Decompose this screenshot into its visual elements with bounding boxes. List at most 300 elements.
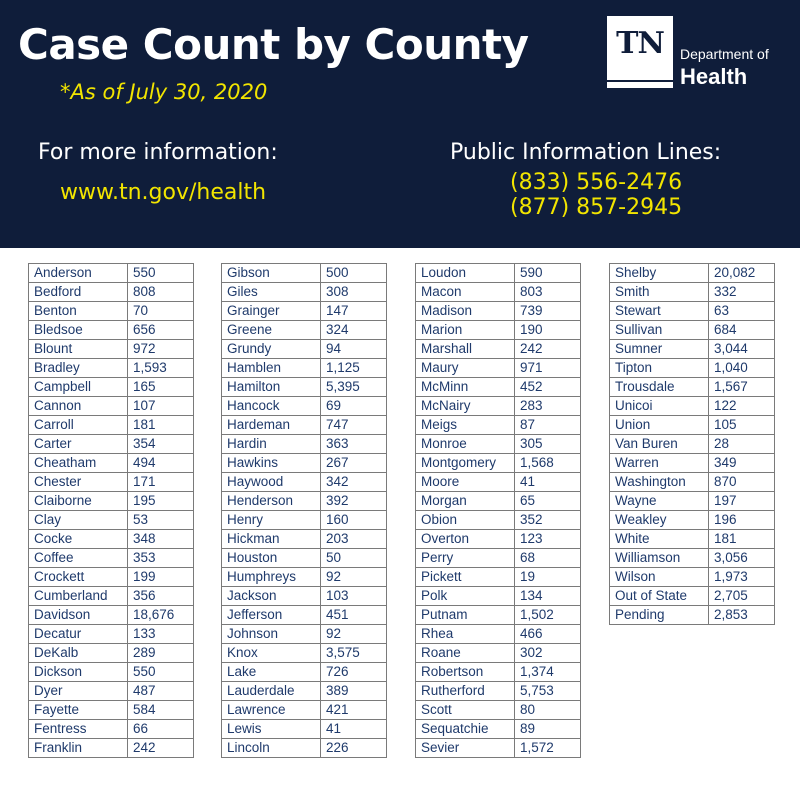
county-name: Decatur — [29, 625, 128, 644]
table-row — [416, 663, 581, 682]
case-count: 305 — [515, 435, 581, 454]
table-row — [610, 340, 775, 359]
county-name: Van Buren — [610, 435, 709, 454]
county-name: Lauderdale — [222, 682, 321, 701]
table-row — [29, 663, 194, 682]
table-row — [29, 302, 194, 321]
case-count: 242 — [515, 340, 581, 359]
case-count: 972 — [128, 340, 194, 359]
county-name: Williamson — [610, 549, 709, 568]
case-count: 3,044 — [709, 340, 775, 359]
table-row — [222, 492, 387, 511]
table-row — [222, 283, 387, 302]
table-row — [222, 321, 387, 340]
table-row — [416, 378, 581, 397]
county-name: Robertson — [416, 663, 515, 682]
case-count: 494 — [128, 454, 194, 473]
case-count: 352 — [515, 511, 581, 530]
case-count: 68 — [515, 549, 581, 568]
county-name: McMinn — [416, 378, 515, 397]
county-name: Coffee — [29, 549, 128, 568]
table-row — [610, 568, 775, 587]
info-label: For more information: — [38, 140, 278, 165]
case-count: 1,125 — [321, 359, 387, 378]
county-name: Giles — [222, 283, 321, 302]
table-row — [416, 321, 581, 340]
case-count: 28 — [709, 435, 775, 454]
case-count: 80 — [515, 701, 581, 720]
table-row — [416, 530, 581, 549]
case-count: 267 — [321, 454, 387, 473]
table-row — [222, 644, 387, 663]
case-count: 808 — [128, 283, 194, 302]
table-row — [222, 473, 387, 492]
county-name: Marshall — [416, 340, 515, 359]
case-count: 2,853 — [709, 606, 775, 625]
case-count: 94 — [321, 340, 387, 359]
table-row — [29, 568, 194, 587]
info-lines-label: Public Information Lines: — [450, 140, 722, 165]
county-name: Weakley — [610, 511, 709, 530]
case-count: 308 — [321, 283, 387, 302]
case-count: 65 — [515, 492, 581, 511]
table-row — [610, 511, 775, 530]
case-count: 971 — [515, 359, 581, 378]
case-count: 160 — [321, 511, 387, 530]
table-row — [416, 625, 581, 644]
table-row — [416, 340, 581, 359]
table-row — [610, 606, 775, 625]
case-count: 500 — [321, 264, 387, 283]
table-row — [610, 473, 775, 492]
county-name: Union — [610, 416, 709, 435]
case-count: 550 — [128, 663, 194, 682]
table-row — [29, 587, 194, 606]
case-count: 197 — [709, 492, 775, 511]
county-name: Perry — [416, 549, 515, 568]
case-count: 1,973 — [709, 568, 775, 587]
county-name: Hawkins — [222, 454, 321, 473]
table-row — [416, 720, 581, 739]
table-row — [416, 454, 581, 473]
table-row — [222, 663, 387, 682]
county-name: Sumner — [610, 340, 709, 359]
county-name: Hardin — [222, 435, 321, 454]
case-count: 726 — [321, 663, 387, 682]
table-row — [222, 720, 387, 739]
county-name: Johnson — [222, 625, 321, 644]
table-row — [222, 511, 387, 530]
case-count: 226 — [321, 739, 387, 758]
table-row — [29, 435, 194, 454]
county-name: Overton — [416, 530, 515, 549]
county-name: Henderson — [222, 492, 321, 511]
table-row — [610, 397, 775, 416]
table-row — [610, 435, 775, 454]
county-name: Franklin — [29, 739, 128, 758]
case-count: 354 — [128, 435, 194, 454]
table-row — [29, 454, 194, 473]
table-row — [222, 340, 387, 359]
county-name: Washington — [610, 473, 709, 492]
county-name: Lewis — [222, 720, 321, 739]
county-name: Benton — [29, 302, 128, 321]
county-name: Campbell — [29, 378, 128, 397]
table-row — [416, 606, 581, 625]
table-row — [416, 511, 581, 530]
table-row — [222, 701, 387, 720]
county-table-4 — [609, 263, 775, 625]
case-count: 1,572 — [515, 739, 581, 758]
case-count: 134 — [515, 587, 581, 606]
case-count: 803 — [515, 283, 581, 302]
table-row — [29, 283, 194, 302]
case-count: 87 — [515, 416, 581, 435]
case-count: 147 — [321, 302, 387, 321]
county-name: Houston — [222, 549, 321, 568]
case-count: 1,374 — [515, 663, 581, 682]
case-count: 1,502 — [515, 606, 581, 625]
table-row — [29, 473, 194, 492]
county-name: Humphreys — [222, 568, 321, 587]
county-name: Henry — [222, 511, 321, 530]
table-row — [29, 606, 194, 625]
county-name: Crockett — [29, 568, 128, 587]
table-row — [416, 435, 581, 454]
case-count: 747 — [321, 416, 387, 435]
header-banner — [0, 0, 800, 248]
table-row — [416, 701, 581, 720]
county-name: Sevier — [416, 739, 515, 758]
county-name: Stewart — [610, 302, 709, 321]
table-row — [416, 492, 581, 511]
table-row — [222, 682, 387, 701]
table-row — [29, 644, 194, 663]
case-count: 133 — [128, 625, 194, 644]
county-name: Pickett — [416, 568, 515, 587]
county-name: Meigs — [416, 416, 515, 435]
table-row — [222, 454, 387, 473]
case-count: 190 — [515, 321, 581, 340]
county-name: Morgan — [416, 492, 515, 511]
table-row — [416, 549, 581, 568]
county-name: Lawrence — [222, 701, 321, 720]
case-count: 50 — [321, 549, 387, 568]
county-name: Hamblen — [222, 359, 321, 378]
phone-number[interactable]: (833) 556-2476 — [510, 170, 683, 195]
table-row — [416, 283, 581, 302]
table-row — [416, 264, 581, 283]
table-row — [416, 302, 581, 321]
case-count: 684 — [709, 321, 775, 340]
table-row — [29, 701, 194, 720]
case-count: 3,575 — [321, 644, 387, 663]
case-count: 181 — [709, 530, 775, 549]
county-name: Hancock — [222, 397, 321, 416]
county-name: Haywood — [222, 473, 321, 492]
county-name: Cannon — [29, 397, 128, 416]
county-name: Wilson — [610, 568, 709, 587]
case-count: 92 — [321, 568, 387, 587]
case-count: 242 — [128, 739, 194, 758]
table-row — [29, 321, 194, 340]
case-count: 69 — [321, 397, 387, 416]
case-count: 181 — [128, 416, 194, 435]
table-row — [222, 587, 387, 606]
county-name: Polk — [416, 587, 515, 606]
case-count: 2,705 — [709, 587, 775, 606]
table-row — [610, 321, 775, 340]
table-row — [416, 682, 581, 701]
case-count: 451 — [321, 606, 387, 625]
table-row — [29, 340, 194, 359]
case-count: 452 — [515, 378, 581, 397]
county-name: Lincoln — [222, 739, 321, 758]
county-name: White — [610, 530, 709, 549]
case-count: 5,395 — [321, 378, 387, 397]
county-name: Jefferson — [222, 606, 321, 625]
table-row — [222, 359, 387, 378]
case-count: 165 — [128, 378, 194, 397]
case-count: 199 — [128, 568, 194, 587]
county-name: Sequatchie — [416, 720, 515, 739]
county-name: Rutherford — [416, 682, 515, 701]
county-name: Out of State — [610, 587, 709, 606]
county-name: Smith — [610, 283, 709, 302]
county-name: Montgomery — [416, 454, 515, 473]
case-count: 41 — [321, 720, 387, 739]
table-row — [222, 625, 387, 644]
county-name: Claiborne — [29, 492, 128, 511]
case-count: 584 — [128, 701, 194, 720]
table-row — [610, 359, 775, 378]
table-row — [610, 302, 775, 321]
table-row — [610, 587, 775, 606]
county-name: Carroll — [29, 416, 128, 435]
table-row — [29, 397, 194, 416]
case-count: 656 — [128, 321, 194, 340]
county-name: Bledsoe — [29, 321, 128, 340]
case-count: 1,040 — [709, 359, 775, 378]
info-url[interactable]: www.tn.gov/health — [60, 180, 267, 205]
logo-health: Health — [680, 64, 748, 89]
case-count: 196 — [709, 511, 775, 530]
case-count: 195 — [128, 492, 194, 511]
table-row — [416, 568, 581, 587]
case-count: 63 — [709, 302, 775, 321]
case-count: 342 — [321, 473, 387, 492]
case-count: 739 — [515, 302, 581, 321]
county-name: Marion — [416, 321, 515, 340]
case-count: 3,056 — [709, 549, 775, 568]
county-table-3 — [415, 263, 581, 758]
table-row — [610, 416, 775, 435]
county-name: Cumberland — [29, 587, 128, 606]
case-count: 171 — [128, 473, 194, 492]
county-name: Grundy — [222, 340, 321, 359]
case-count: 19 — [515, 568, 581, 587]
county-name: Obion — [416, 511, 515, 530]
phone-number[interactable]: (877) 857-2945 — [510, 195, 683, 220]
table-row — [222, 606, 387, 625]
table-row — [610, 530, 775, 549]
page-title: Case Count by County — [18, 20, 529, 69]
county-name: Putnam — [416, 606, 515, 625]
table-row — [29, 549, 194, 568]
county-name: Cocke — [29, 530, 128, 549]
county-name: Moore — [416, 473, 515, 492]
table-row — [416, 739, 581, 758]
table-row — [222, 530, 387, 549]
case-count: 92 — [321, 625, 387, 644]
county-name: Grainger — [222, 302, 321, 321]
county-name: Monroe — [416, 435, 515, 454]
county-name: Roane — [416, 644, 515, 663]
case-count: 123 — [515, 530, 581, 549]
county-name: Carter — [29, 435, 128, 454]
table-row — [416, 397, 581, 416]
case-count: 70 — [128, 302, 194, 321]
county-name: Hardeman — [222, 416, 321, 435]
table-row — [29, 416, 194, 435]
table-row — [416, 416, 581, 435]
county-name: Bradley — [29, 359, 128, 378]
county-table-1 — [28, 263, 194, 758]
table-row — [416, 359, 581, 378]
case-count: 870 — [709, 473, 775, 492]
county-name: Madison — [416, 302, 515, 321]
case-count: 356 — [128, 587, 194, 606]
county-name: Tipton — [610, 359, 709, 378]
table-row — [29, 492, 194, 511]
county-name: Davidson — [29, 606, 128, 625]
case-count: 105 — [709, 416, 775, 435]
county-name: DeKalb — [29, 644, 128, 663]
case-count: 18,676 — [128, 606, 194, 625]
county-name: Shelby — [610, 264, 709, 283]
case-count: 332 — [709, 283, 775, 302]
case-count: 487 — [128, 682, 194, 701]
county-name: Fentress — [29, 720, 128, 739]
case-count: 89 — [515, 720, 581, 739]
county-name: Warren — [610, 454, 709, 473]
case-count: 466 — [515, 625, 581, 644]
county-name: Gibson — [222, 264, 321, 283]
tn-health-logo — [607, 16, 787, 90]
county-name: Dickson — [29, 663, 128, 682]
case-count: 392 — [321, 492, 387, 511]
county-name: Jackson — [222, 587, 321, 606]
case-count: 348 — [128, 530, 194, 549]
table-row — [610, 492, 775, 511]
table-row — [29, 359, 194, 378]
table-row — [610, 549, 775, 568]
table-row — [29, 264, 194, 283]
county-name: McNairy — [416, 397, 515, 416]
county-name: Dyer — [29, 682, 128, 701]
county-name: Greene — [222, 321, 321, 340]
county-table-2 — [221, 263, 387, 758]
table-row — [222, 378, 387, 397]
as-of-date: *As of July 30, 2020 — [60, 80, 268, 104]
county-name: Trousdale — [610, 378, 709, 397]
case-count: 590 — [515, 264, 581, 283]
case-count: 5,753 — [515, 682, 581, 701]
table-row — [610, 283, 775, 302]
case-count: 53 — [128, 511, 194, 530]
county-name: Macon — [416, 283, 515, 302]
case-count: 203 — [321, 530, 387, 549]
case-count: 349 — [709, 454, 775, 473]
county-name: Fayette — [29, 701, 128, 720]
county-name: Unicoi — [610, 397, 709, 416]
county-name: Maury — [416, 359, 515, 378]
county-name: Scott — [416, 701, 515, 720]
county-name: Cheatham — [29, 454, 128, 473]
table-row — [222, 435, 387, 454]
case-count: 20,082 — [709, 264, 775, 283]
table-row — [29, 530, 194, 549]
logo-department: Department of — [680, 46, 769, 62]
table-row — [222, 264, 387, 283]
county-name: Rhea — [416, 625, 515, 644]
county-name: Blount — [29, 340, 128, 359]
case-count: 421 — [321, 701, 387, 720]
case-count: 289 — [128, 644, 194, 663]
case-count: 66 — [128, 720, 194, 739]
table-row — [29, 511, 194, 530]
county-name: Sullivan — [610, 321, 709, 340]
case-count: 1,593 — [128, 359, 194, 378]
table-row — [29, 625, 194, 644]
case-count: 1,567 — [709, 378, 775, 397]
county-name: Wayne — [610, 492, 709, 511]
county-name: Hamilton — [222, 378, 321, 397]
county-name: Pending — [610, 606, 709, 625]
table-row — [222, 568, 387, 587]
table-row — [610, 264, 775, 283]
table-row — [222, 416, 387, 435]
table-row — [222, 549, 387, 568]
case-count: 389 — [321, 682, 387, 701]
table-row — [29, 739, 194, 758]
county-name: Clay — [29, 511, 128, 530]
case-count: 122 — [709, 397, 775, 416]
table-row — [416, 473, 581, 492]
case-count: 283 — [515, 397, 581, 416]
county-name: Knox — [222, 644, 321, 663]
county-name: Hickman — [222, 530, 321, 549]
county-name: Lake — [222, 663, 321, 682]
case-count: 363 — [321, 435, 387, 454]
table-row — [222, 397, 387, 416]
table-row — [222, 302, 387, 321]
table-row — [29, 378, 194, 397]
table-row — [29, 720, 194, 739]
table-row — [416, 587, 581, 606]
table-row — [29, 682, 194, 701]
table-row — [610, 454, 775, 473]
table-row — [416, 644, 581, 663]
case-count: 41 — [515, 473, 581, 492]
county-name: Anderson — [29, 264, 128, 283]
case-count: 103 — [321, 587, 387, 606]
county-name: Bedford — [29, 283, 128, 302]
table-row — [610, 378, 775, 397]
case-count: 353 — [128, 549, 194, 568]
logo-box — [607, 16, 673, 80]
logo-underline — [607, 82, 673, 88]
